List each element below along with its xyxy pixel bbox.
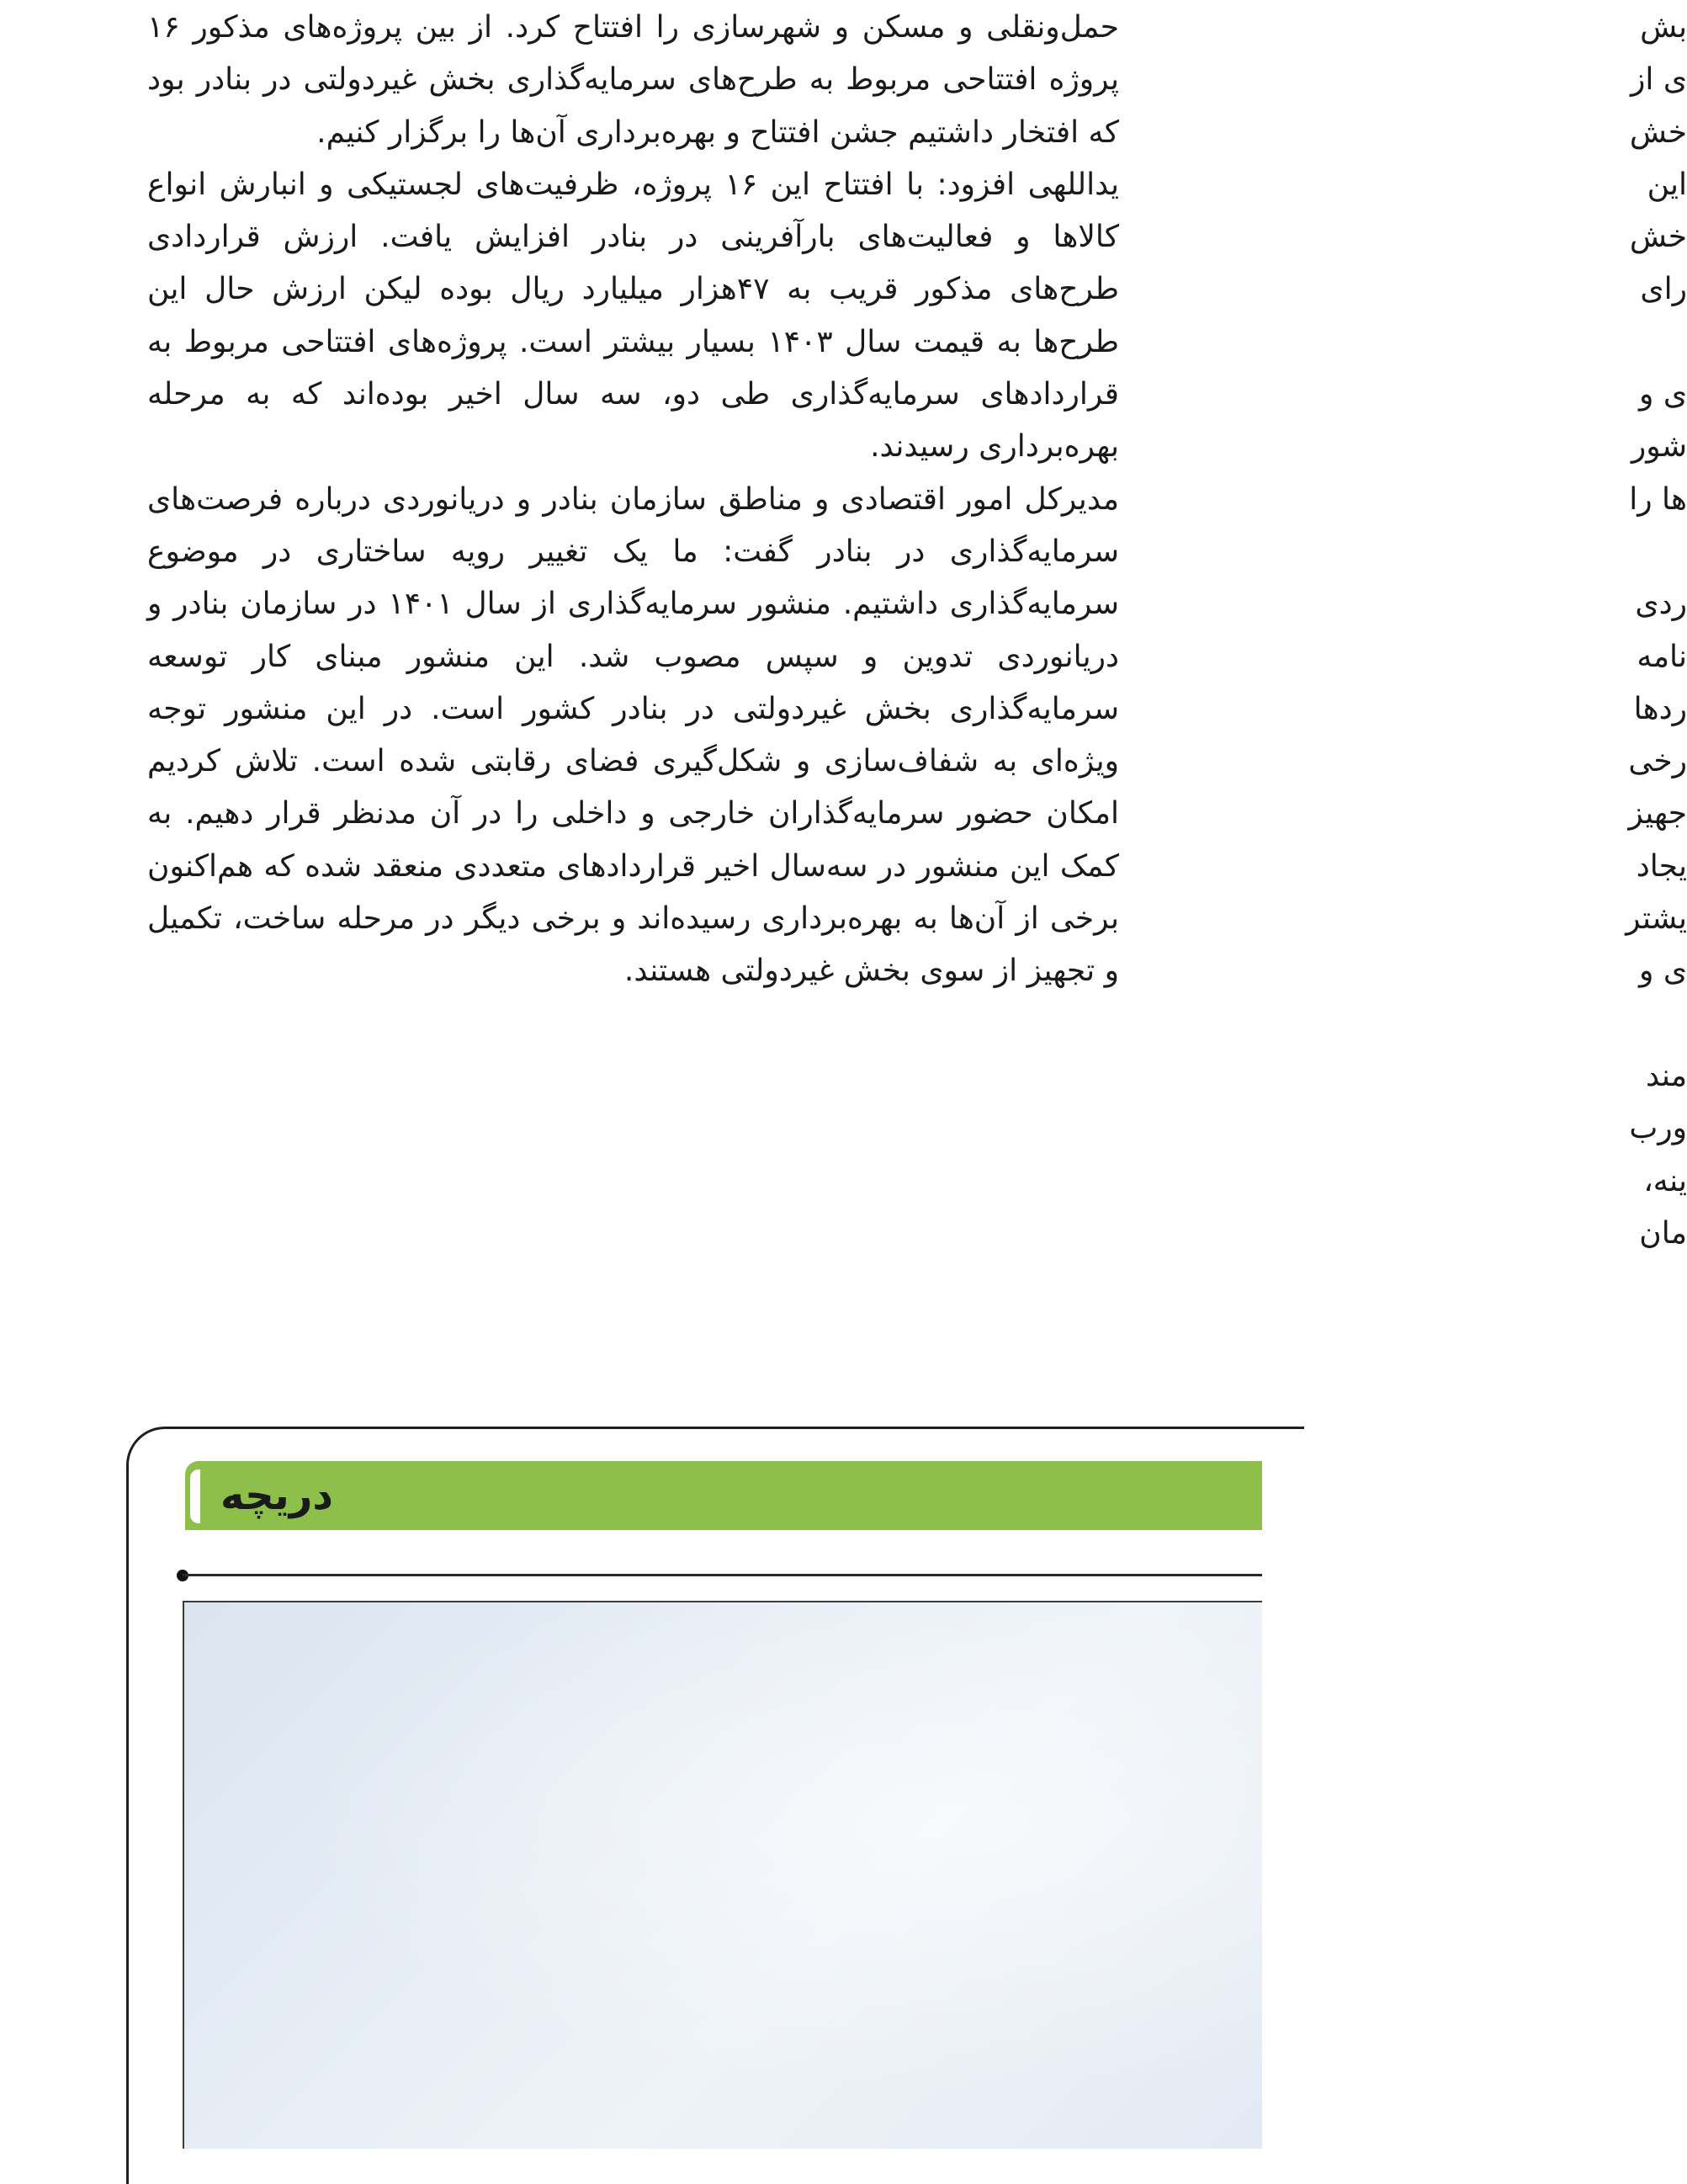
header-edge-notch — [190, 1469, 200, 1523]
adjacent-line-14: رخی — [1628, 744, 1687, 779]
adjacent-column-lines — [1182, 2, 1687, 1260]
paragraph-1: حمل‌ونقلی و مسکن و شهرسازی را افتتاح کرد. از بین پروژه‌های مذکور ۱۶ پروژه افتتاحی مربوط به طرح‌های سرمایه‌گذاری بخش غیردولتی در بنادر بود که افتخار داشتیم جشن افتتاح و بهره‌برداری آن‌ها را برگزار کنیم. — [147, 10, 1119, 150]
sidebar-photo — [183, 1601, 1262, 2149]
adjacent-line-6 — [1182, 316, 1687, 369]
main-article-column — [147, 2, 1119, 998]
adjacent-line-21: ورب — [1629, 1111, 1687, 1146]
adjacent-column-clipped — [1182, 2, 1687, 1374]
adjacent-line-23: مان — [1639, 1215, 1687, 1251]
adjacent-line-11: ردی — [1635, 587, 1687, 622]
adjacent-line-18: ی و — [1638, 954, 1687, 989]
adjacent-line-8: شور — [1631, 429, 1687, 465]
paragraph-2: یداللهی افزود: با افتتاح این ۱۶ پروژه، ظرفیت‌های لجستیکی و انبارش انواع کالاها و فعالیت‌های بارآفرینی در بنادر افزایش یافت. ارزش قراردادی طرح‌های مذکور قریب به ۴۷هزار میلیارد ریال بوده لیکن ارزش حال این طرح‌ها به قیمت سال ۱۴۰۳ بسیار بیشتر است. پروژه‌های افتتاحی مربوط به قراردادهای سرمایه‌گذاری طی دو، سه سال اخیر بوده‌اند که به مرحله بهره‌برداری رسیدند. — [147, 167, 1119, 465]
adjacent-line-7: ی و — [1638, 377, 1687, 412]
adjacent-line-19 — [1182, 998, 1687, 1050]
adjacent-line-17: یشتر — [1626, 901, 1687, 937]
adjacent-line-20: مند — [1645, 1058, 1687, 1093]
sidebar-box-header — [185, 1461, 1262, 1530]
photo-sky-haze — [184, 1602, 1262, 2149]
adjacent-line-1: ی از — [1630, 62, 1687, 98]
sidebar-box-title: دریچه — [220, 1472, 333, 1519]
adjacent-line-22: ینه، — [1643, 1163, 1687, 1198]
adjacent-line-9: ها را — [1629, 481, 1687, 517]
adjacent-line-16: یجاد — [1636, 848, 1687, 884]
adjacent-line-2: خش — [1629, 114, 1687, 150]
adjacent-line-13: ردها — [1633, 691, 1687, 726]
adjacent-line-5: رای — [1640, 272, 1687, 307]
adjacent-line-0: بش — [1640, 10, 1687, 45]
adjacent-line-12: نامه — [1637, 639, 1687, 674]
paragraph-3: مدیرکل امور اقتصادی و مناطق سازمان بنادر و دریانوردی درباره فرصت‌های سرمایه‌گذاری در بنادر گفت: ما یک تغییر رویه ساختاری در موضوع سرمایه‌گذاری داشتیم. منشور سرمایه‌گذاری از سال ۱۴۰۱ در سازمان بنادر و دریانوردی تدوین و سپس مصوب شد. این منشور مبنای کار توسعه سرمایه‌گذاری بخش غیردولتی در بنادر کشور است. در این منشور توجه ویژه‌ای به شفاف‌سازی و شکل‌گیری فضای رقابتی شده است. تلاش کردیم امکان حضور سرمایه‌گذاران خارجی و داخلی را در آن مدنظر قرار دهیم. به کمک این منشور در سه‌سال اخیر قراردادهای متعددی منعقد شده که هم‌اکنون برخی از آن‌ها به بهره‌برداری رسیده‌اند و برخی دیگر در مرحله ساخت، تکمیل و تجهیز از سوی بخش غیردولتی هستند. — [147, 481, 1119, 989]
adjacent-line-15: جهیز — [1628, 796, 1687, 832]
adjacent-line-3: این — [1647, 167, 1687, 202]
divider-line — [183, 1574, 1262, 1576]
adjacent-line-4: خش — [1629, 220, 1687, 255]
adjacent-line-10 — [1182, 526, 1687, 578]
